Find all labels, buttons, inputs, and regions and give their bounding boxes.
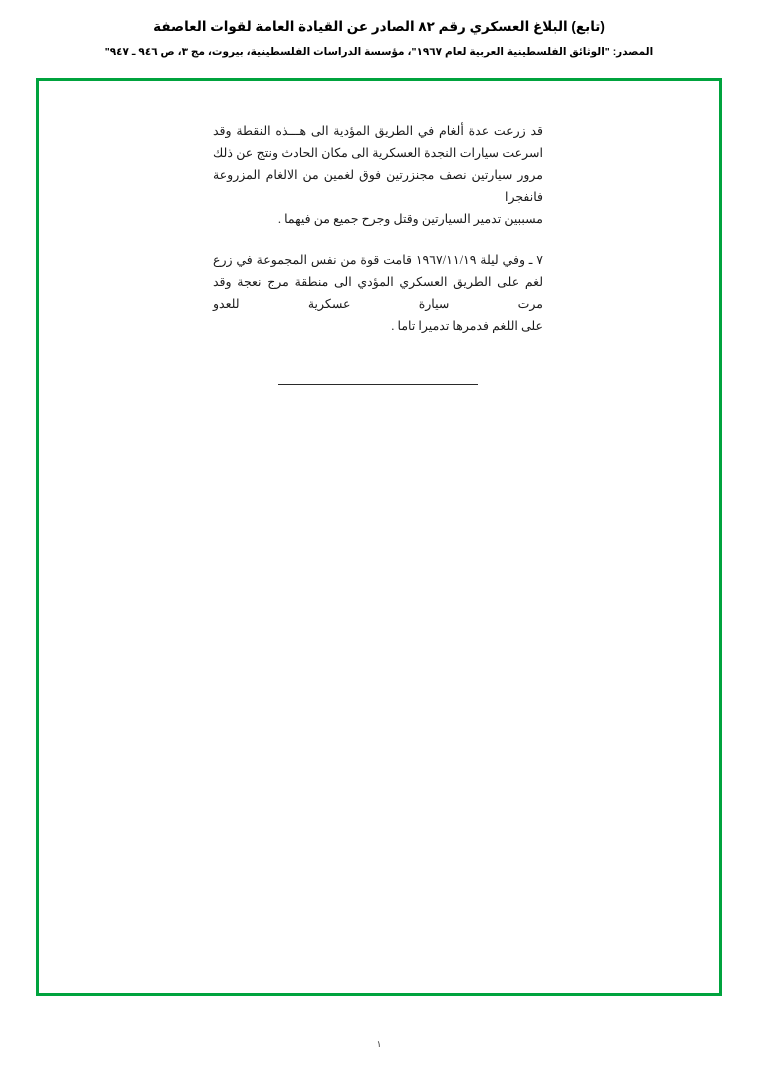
paragraph-1 [213,121,543,230]
scanned-page-frame [36,78,722,996]
section-separator [213,384,543,385]
text-line: مكان الحادث ونتج عن ذلك مرور سيارتين نصف [213,145,544,182]
text-line: مسببين تدمير السيارتين وقتل وجرح جميع من فيهما . [277,211,543,226]
horizontal-rule-icon [278,384,478,385]
scanned-text-body [213,121,543,385]
document-header [0,0,758,58]
text-line: قد زرعت عدة ألغام في الطريق المؤدية الى هـــذه [275,124,543,138]
text-line: على اللغم فدمرها تدميرا تاما . [391,319,543,333]
page-number: ١ [376,1039,382,1049]
text-line: المجموعة في زرع لغم على الطريق العسكري المؤدي [213,253,543,290]
paragraph-2 [213,250,543,338]
text-line: النقطة وقد اسرعت سيارات النجدة العسكرية الى [213,124,543,160]
text-line: مجنزرتين فوق لغمين من الالغام المزروعة فانفجرا [213,167,543,204]
text-line: الى منطقة مرج نعجة وقد مرت سيارة عسكرية للعدو [213,275,543,312]
source-citation: المصدر: "الوثائق الفلسطينية العربية لعام ١٩٦٧"، مؤسسة الدراسات الفلسطينية، بيروت، مج ٣، ص ٩٤٦ ـ ٩٤٧" [104,45,654,58]
page-title: (تابع) البلاغ العسكري رقم ٨٢ الصادر عن القيادة العامة لقوات العاصفة [153,19,605,34]
text-line: ٧ ـ وفي ليلة ١٩٦٧/١١/١٩ قامت قوة من نفس [310,253,544,268]
